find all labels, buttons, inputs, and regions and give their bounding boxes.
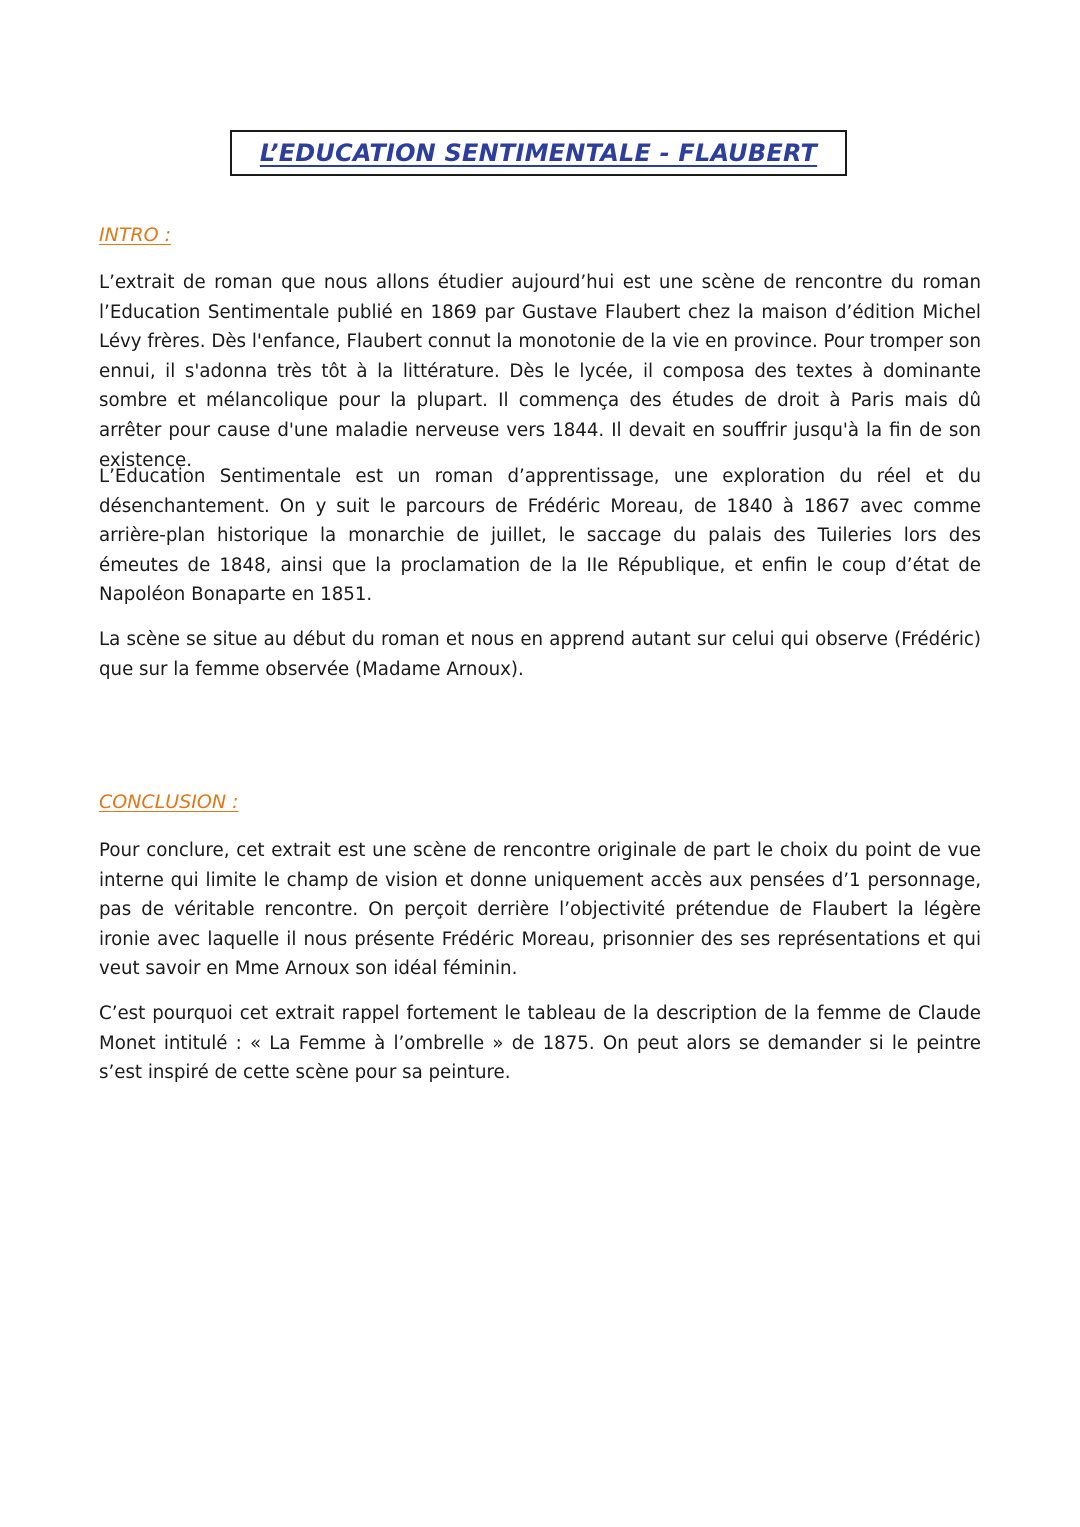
intro-paragraph-1: L’extrait de roman que nous allons étudier aujourd’hui est une scène de rencontre du roman l’Education Sentimentale publié en 1869 par Gustave Flaubert chez la maison d’édition Michel Lévy frères. Dès l'enfance, Flaubert connut la monotonie de la vie en province. Pour tromper son ennui, il s'adonna très tôt à la littérature. Dès le lycée, il composa des textes à dominante sombre et mélancolique pour la plupart. Il commença des études de droit à Paris mais dû arrêter pour cause d'une maladie nerveuse vers 1844. Il devait en souffrir jusqu'à la fin de son existence.	[99, 272, 981, 471]
document-title: L’EDUCATION SENTIMENTALE - FLAUBERT	[259, 139, 818, 167]
conclusion-heading: CONCLUSION :	[99, 791, 239, 813]
intro-paragraph-2: L’Education Sentimentale est un roman d’apprentissage, une exploration du réel et du désenchantement. On y suit le parcours de Frédéric Moreau, de 1840 à 1867 avec comme arrière-plan historique la monarchie de juillet, le saccage du palais des Tuileries lors des émeutes de 1848, ainsi que la proclamation de la IIe République, et enfin le coup d’état de Napoléon Bonaparte en 1851.	[99, 466, 981, 606]
conclusion-paragraph-2: C’est pourquoi cet extrait rappel fortement le tableau de la description de la femme de Claude Monet intitulé : « La Femme à l’ombrelle » de 1875. On peut alors se demander si le peintre s’est inspiré de cette scène pour sa peinture.	[99, 1003, 981, 1084]
conclusion-paragraph-1: Pour conclure, cet extrait est une scène de rencontre originale de part le choix du point de vue interne qui limite le champ de vision et donne uniquement accès aux pensées d’1 personnage, pas de véritable rencontre. On perçoit derrière l’objectivité prétendue de Flaubert la légère ironie avec laquelle il nous présente Frédéric Moreau, prisonnier des ses représentations et qui veut savoir en Mme Arnoux son idéal féminin.	[99, 840, 981, 980]
intro-paragraph-3: La scène se situe au début du roman et nous en apprend autant sur celui qui observe (Frédéric) que sur la femme observée (Madame Arnoux).	[99, 629, 981, 680]
title-box	[230, 130, 847, 176]
intro-heading: INTRO :	[99, 224, 172, 246]
